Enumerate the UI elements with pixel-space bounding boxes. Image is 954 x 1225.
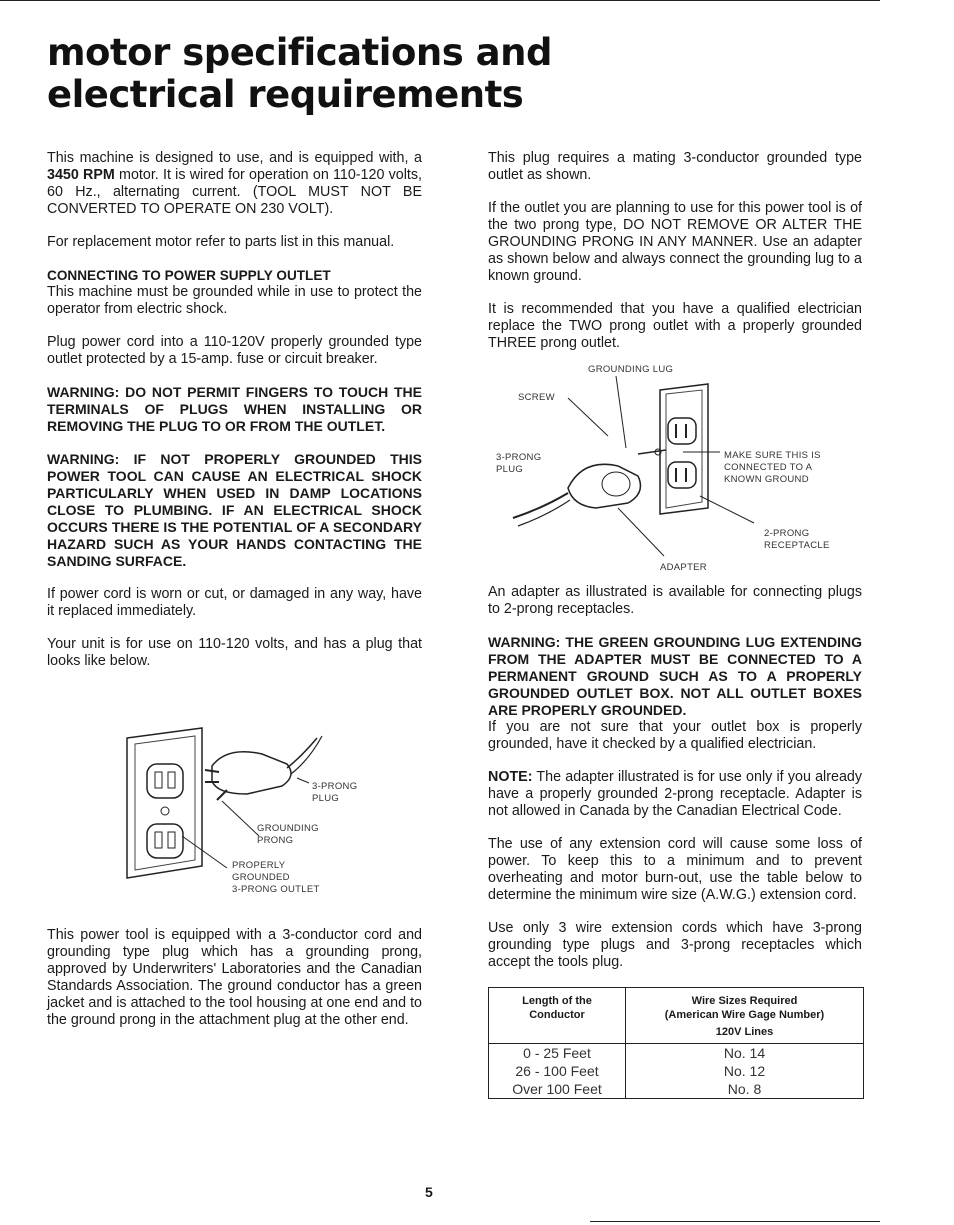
bottom-rule [590, 1221, 880, 1222]
fig2-label-rec-1: 2-PRONG [764, 528, 810, 539]
fig2-label-make-1: MAKE SURE THIS IS [724, 450, 821, 461]
length-cell: Over 100 Feet [489, 1080, 626, 1099]
page-title: motor specifications and electrical requirements [47, 31, 552, 116]
fig1-label-prong-2: PRONG [257, 835, 294, 846]
header-wire-size [626, 988, 864, 1044]
warning-grounding-lug: WARNING: THE GREEN GROUNDING LUG EXTENDING FROM THE ADAPTER MUST BE CONNECTED TO A PERMANENT GROUND SUCH AS TO A PROPERLY GROUNDED OUTLET BOX. NOT ALL OUTLET BOXES ARE PROPERLY GROUNDED. [488, 634, 862, 718]
not-sure-paragraph: If you are not sure that your outlet box is properly grounded, have it checked by a qualified electrician. [488, 719, 862, 752]
damaged-cord-paragraph: If power cord is worn or cut, or damaged in any way, have it replaced immediately. [47, 586, 422, 619]
fig1-label-plug-1: 3-PRONG [312, 781, 358, 792]
table-row [489, 1080, 864, 1099]
right-column [488, 150, 862, 1099]
fig1-label-outlet-2: GROUNDED [232, 872, 290, 883]
conductor-cord-paragraph: This power tool is equipped with a 3-conductor cord and grounding type plug which has a grounding prong, approved by Underwriters' Laboratories and the Canadian Standards Association. The ground conductor has a green jacket and is attached to the tool housing at one end and to the ground prong in the attachment plug at the other end. [47, 927, 422, 1028]
electrician-paragraph: It is recommended that you have a qualified electrician replace the TWO prong outlet with a properly grounded THREE prong outlet. [488, 301, 862, 351]
three-prong-outlet-figure [47, 686, 422, 911]
replacement-motor-paragraph: For replacement motor refer to parts list in this manual. [47, 234, 395, 250]
fig2-label-plug-1: 3-PRONG [496, 452, 542, 463]
extension-cord-paragraph: The use of any extension cord will cause some loss of power. To keep this to a minimum and to prevent overheating and motor burn-out, use the table below to determine the minimum wire size (A.W.G.) extension cord. [488, 836, 862, 903]
outlet-plate-illustration [127, 728, 202, 878]
fig2-label-make-2: CONNECTED TO A [724, 462, 813, 473]
receptacle-illustration [660, 384, 708, 514]
note-text: The adapter illustrated is for use only if you already have a properly grounded 2-prong receptacle. Adapter is not allowed in Canada by the Canadian Electrical Code. [488, 769, 862, 819]
fig1-label-prong-1: GROUNDING [257, 823, 319, 834]
fig1-label-outlet-3: 3-PRONG OUTLET [232, 884, 320, 895]
fig2-label-rec-2: RECEPTACLE [764, 540, 830, 551]
fig2-label-adapter: ADAPTER [660, 562, 707, 573]
table-row [489, 1062, 864, 1080]
power-supply-heading: CONNECTING TO POWER SUPPLY OUTLET [47, 268, 331, 283]
length-cell: 0 - 25 Feet [489, 1044, 626, 1063]
fig1-label-plug-2: PLUG [312, 793, 340, 804]
fig2-label-plug-2: PLUG [496, 464, 524, 475]
size-cell: No. 8 [626, 1080, 864, 1099]
motor-intro-paragraph [47, 150, 422, 218]
header-wire-line-1: Wire Sizes Required [691, 995, 798, 1007]
motor-intro-text-a: This machine is designed to use, and is equipped with, a [47, 150, 422, 166]
left-column [47, 150, 422, 1045]
warning-fingers: WARNING: DO NOT PERMIT FINGERS TO TOUCH THE TERMINALS OF PLUGS WHEN INSTALLING OR REMOVING THE PLUG TO OR FROM THE OUTLET. [47, 384, 422, 434]
header-length [489, 988, 626, 1044]
header-wire-line-3: 120V Lines [715, 1026, 774, 1038]
table-row [489, 1044, 864, 1063]
adapter-available-paragraph: An adapter as illustrated is available for connecting plugs to 2-prong receptacles. [488, 584, 862, 617]
header-length-line-2: Conductor [529, 1009, 585, 1021]
note-paragraph [488, 769, 862, 820]
top-rule [0, 0, 880, 1]
note-label: NOTE: [488, 769, 533, 785]
size-cell: No. 12 [626, 1062, 864, 1080]
mating-outlet-paragraph: This plug requires a mating 3-conductor grounded type outlet as shown. [488, 150, 862, 183]
voltage-paragraph: Your unit is for use on 110-120 volts, and has a plug that looks like below. [47, 636, 422, 669]
wire-size-table [488, 987, 864, 1099]
header-wire-line-2: (American Wire Gage Number) [664, 1009, 825, 1021]
adapter-figure [488, 358, 862, 578]
header-length-line-1: Length of the [522, 995, 592, 1007]
motor-rpm: 3450 RPM [47, 167, 115, 183]
fig2-label-lug: GROUNDING LUG [588, 364, 674, 375]
motor-intro-text-b: motor. It is wired for operation on 110-120 volts, 60 Hz., alternating current. (TOOL MUST NOT BE CONVERTED TO OPERATE ON 230 VOLT). [47, 167, 422, 217]
grounding-paragraph: This machine must be grounded while in use to protect the operator from electric shock. [47, 284, 422, 317]
three-wire-paragraph: Use only 3 wire extension cords which have 3-prong grounding type plugs and 3-prong receptacles which accept the tools plug. [488, 920, 862, 970]
length-cell: 26 - 100 Feet [489, 1062, 626, 1080]
fig2-label-make-3: KNOWN GROUND [724, 474, 809, 485]
fig2-label-screw: SCREW [518, 392, 555, 403]
warning-grounded: WARNING: IF NOT PROPERLY GROUNDED THIS POWER TOOL CAN CAUSE AN ELECTRICAL SHOCK PARTICULARLY WHEN USED IN DAMP LOCATIONS CLOSE TO PLUMBING. IF AN ELECTRICAL SHOCK OCCURS THERE IS THE POTENTIAL OF A SECONDARY HAZARD SUCH AS YOUR HANDS CONTACTING THE SANDING SURFACE. [47, 451, 422, 569]
size-cell: No. 14 [626, 1044, 864, 1063]
two-prong-paragraph: If the outlet you are planning to use for this power tool is of the two prong type, DO NOT REMOVE OR ALTER THE GROUNDING PRONG IN ANY MANNER. Use an adapter as shown below and always connect the grounding lug to a known ground. [488, 200, 862, 284]
page-number: 5 [425, 1184, 433, 1200]
fig1-label-outlet-1: PROPERLY [232, 860, 286, 871]
plug-cord-paragraph: Plug power cord into a 110-120V properly grounded type outlet protected by a 15-amp. fuse or circuit breaker. [47, 334, 422, 367]
plug-illustration [205, 736, 322, 800]
table-header-row [489, 988, 864, 1044]
